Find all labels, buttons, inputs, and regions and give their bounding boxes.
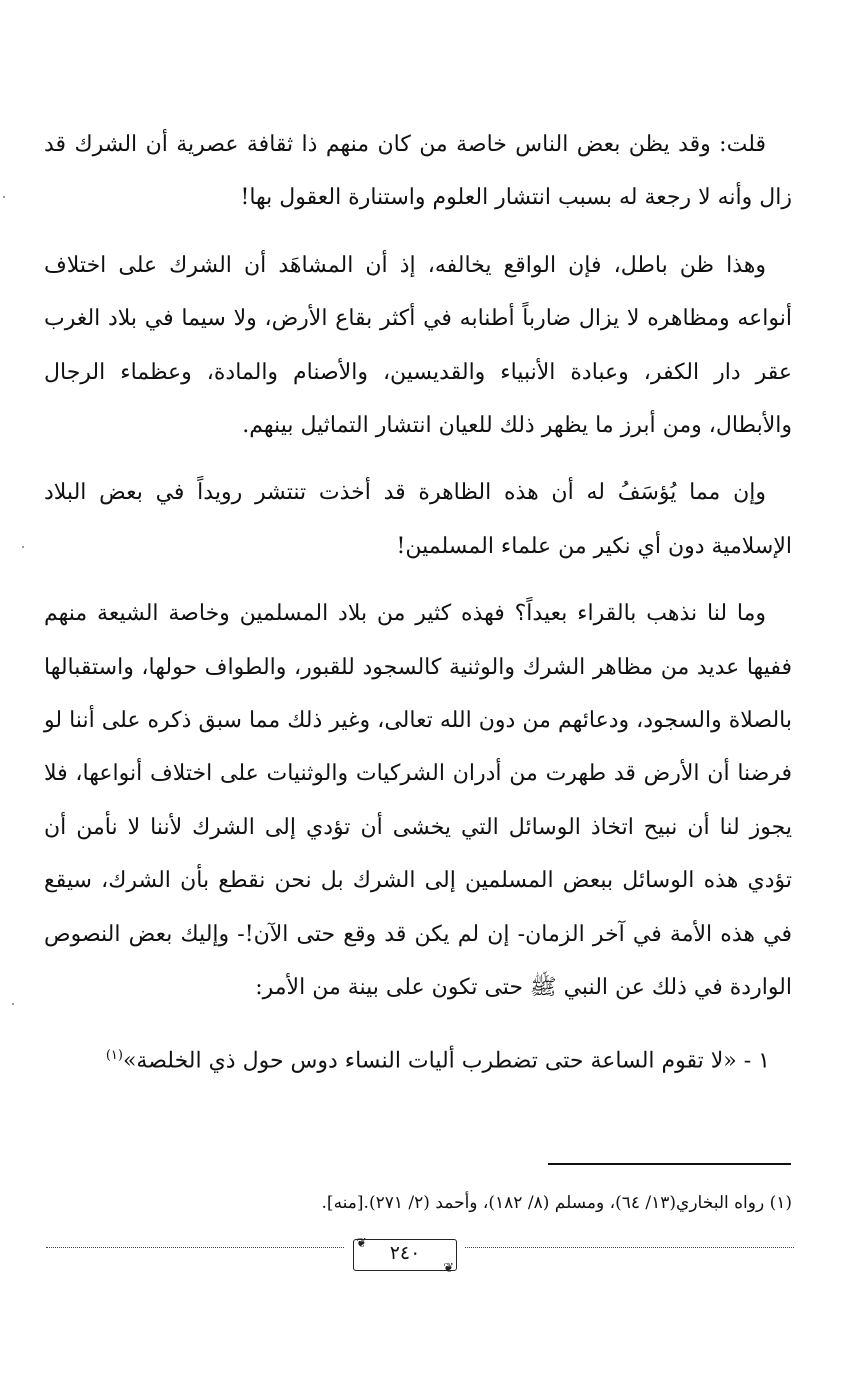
scan-speck <box>12 1003 14 1005</box>
hadith-text: ١ - «لا تقوم الساعة حتى تضطرب أليات النساء دوس حول ذي الخلصة» <box>122 1047 770 1073</box>
footnote: (١) رواه البخاري(١٣/ ٦٤)، ومسلم (٨/ ١٨٢)، وأحمد (٢/ ٢٧١).[منه]. <box>321 1193 792 1213</box>
footnote-reference[interactable]: (١) <box>105 1047 123 1063</box>
scan-speck <box>3 196 5 198</box>
paragraph: وإن مما يُؤسَفُ له أن هذه الظاهرة قد أخذت تنتشر رويداً في بعض البلاد الإسلامية دون أي نكير من علماء المسلمين! <box>44 480 792 559</box>
page-number-frame <box>353 1236 457 1276</box>
page-number-box <box>345 1236 465 1278</box>
ornament-icon: ❦ <box>443 1261 454 1276</box>
page-number: ٢٤٠ <box>389 1242 421 1264</box>
hadith-item <box>44 1029 792 1088</box>
paragraph: قلت: وقد يظن بعض الناس خاصة من كان منهم ذا ثقافة عصرية أن الشرك قد زال وأنه لا رجعة له بسبب انتشار العلوم واستنارة العقول بها! <box>44 132 792 211</box>
main-text <box>44 118 792 1101</box>
ornament-icon: ❦ <box>356 1236 367 1251</box>
footnote-separator <box>548 1163 791 1165</box>
scan-speck <box>22 546 24 548</box>
paragraph: وما لنا نذهب بالقراء بعيداً؟ فهذه كثير من بلاد المسلمين وخاصة الشيعة منهم ففيها عديد من مظاهر الشرك والوثنية كالسجود للقبور، والطواف حولها، واستقبالها بالصلاة والسجود، ودعائهم من دون الله تعالى، وغير ذلك مما سبق ذكره على أننا لو فرضنا أن الأرض قد طهرت من أدران الشركيات والوثنيات على اختلاف أنواعها، فلا يجوز لنا أن نبيح اتخاذ الوسائل التي يخشى أن تؤدي إلى الشرك لأننا لا نأمن أن تؤدي هذه الوسائل ببعض المسلمين إلى الشرك بل نحن نقطع بأن الشرك، سيقع في هذه الأمة في آخر الزمان- إن لم يكن قد وقع حتى الآن!- وإليك بعض النصوص الواردة في ذلك عن النبي ﷺ حتى تكون على بينة من الأمر: <box>44 601 792 1001</box>
paragraph: وهذا ظن باطل، فإن الواقع يخالفه، إذ أن المشاهَد أن الشرك على اختلاف أنواعه ومظاهره لا يزال ضارباً أطنابه في أكثر بقاع الأرض، ولا سيما في بلاد الغرب عقر دار الكفر، وعبادة الأنبياء والقديسين، والأصنام والمادة، وعظماء الرجال والأبطال، ومن أبرز ما يظهر ذلك للعيان انتشار التماثيل بينهم. <box>44 252 792 439</box>
